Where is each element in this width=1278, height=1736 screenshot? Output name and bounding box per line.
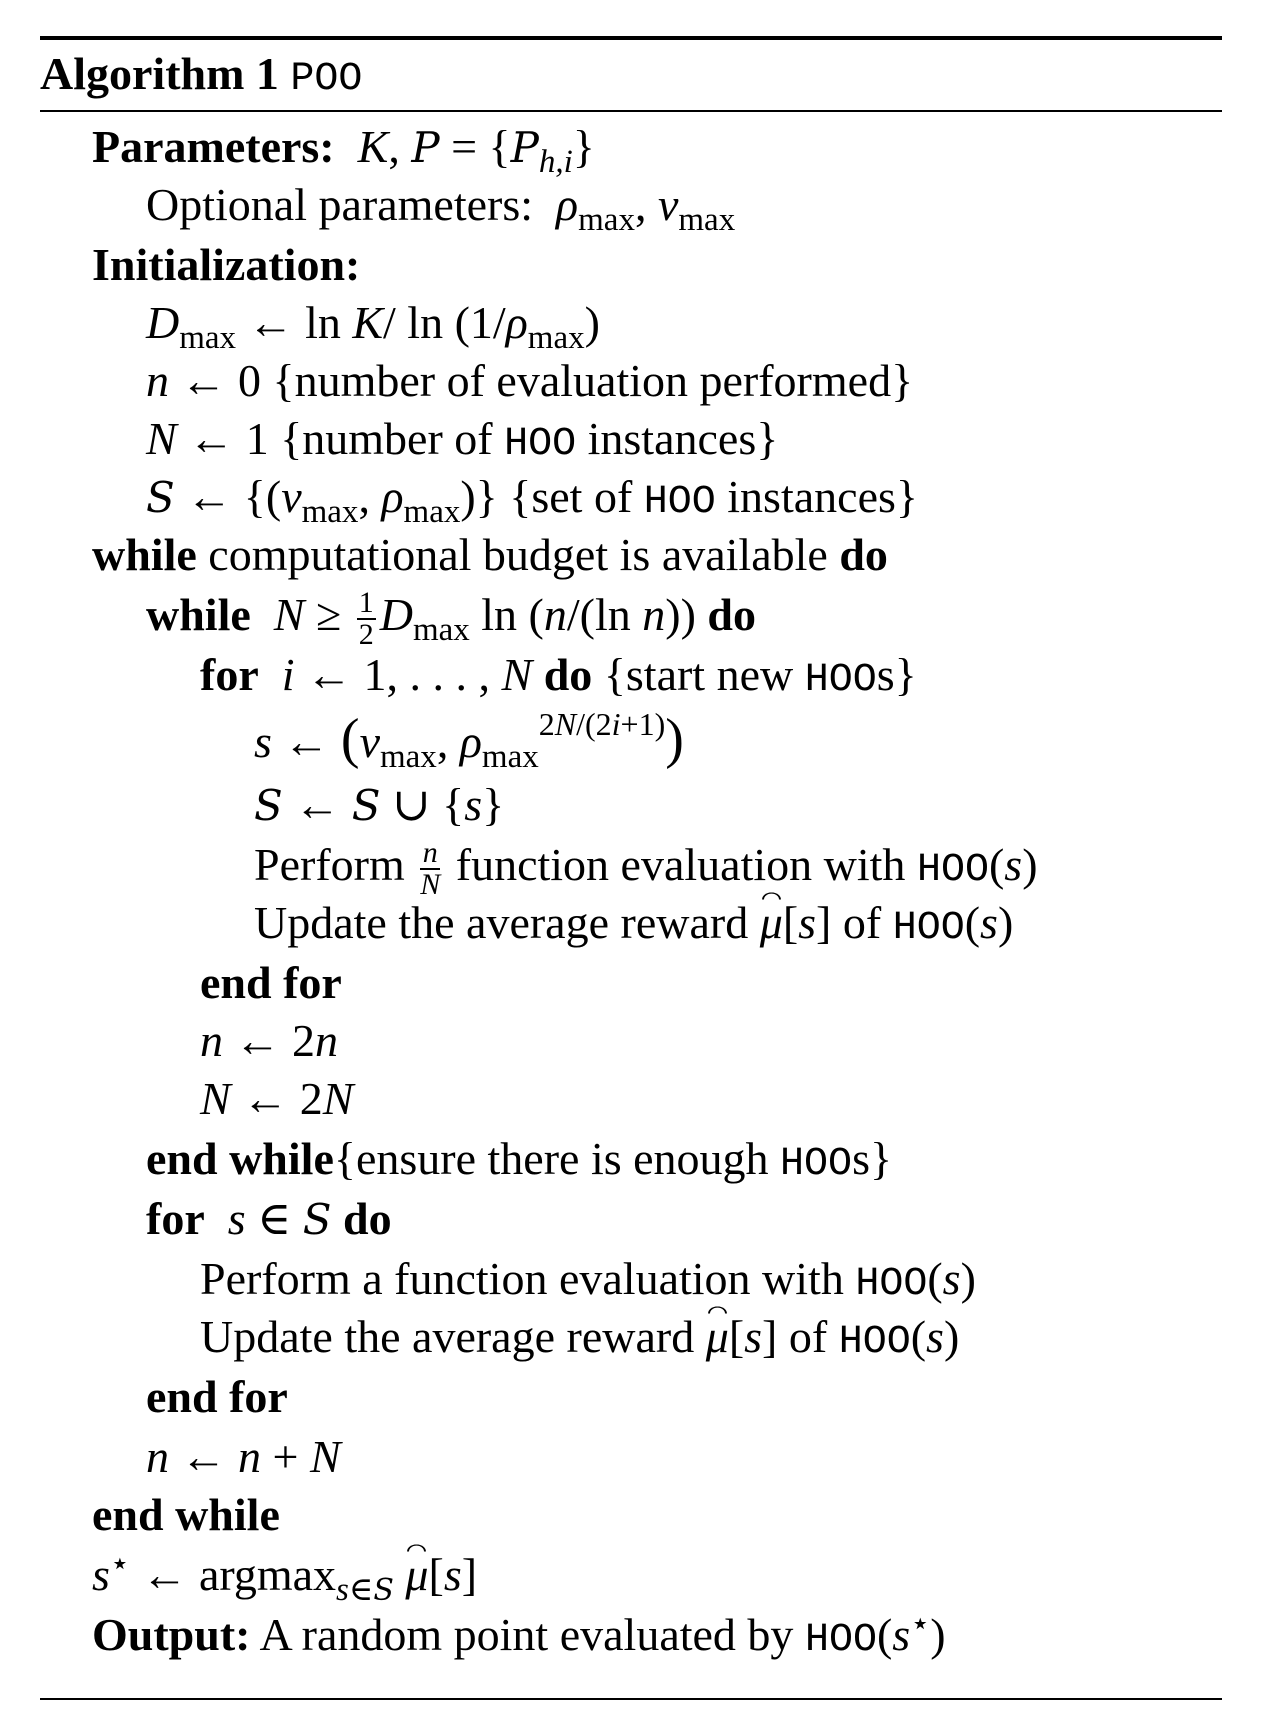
line-end-while-outer: end while	[92, 1489, 280, 1540]
kw-initialization: Initialization:	[92, 239, 361, 290]
line-S-union: S ← S ∪ {s}	[254, 779, 505, 830]
line-S-init: S ← {($\nu_{max}$, $\rho_{max}$)} {set of HOO instances}	[146, 471, 918, 530]
line-update-reward-outer: Update the average reward μ[s] of HOO(s)	[200, 1308, 959, 1366]
line-n-double: n ← 2n	[200, 1015, 338, 1066]
line-initialization	[92, 236, 360, 294]
line-end-while-inner: end while{ensure there is enough HOOs}	[146, 1133, 893, 1187]
comment-number-of-evaluation: {number of evaluation performed}	[272, 355, 914, 406]
line-for-i: for i ← 1, . . . , N do {start new HOOs}	[200, 649, 917, 703]
line-n-increment: n ← n + N	[146, 1431, 341, 1482]
algorithm-title	[40, 40, 363, 102]
line-N-init: N ← 1 {number of HOO instances}	[146, 413, 779, 467]
line-s-assign: s ← ($\nu_{max}$, $\rho_{max}^{2N/(2i+1)}$)	[254, 706, 684, 775]
line-for-s: for s ∈ S do	[146, 1193, 392, 1244]
line-output: Output: A random point evaluated by HOO(s⋆)	[92, 1605, 946, 1663]
line-optional-parameters: Optional parameters: $\rho_{max}$, $\nu_{max}$	[146, 179, 736, 238]
line-argmax: s⋆ ← argmax$_{s\in S}$ μ[s]	[92, 1545, 478, 1608]
optional-parameters-label: Optional parameters:	[146, 179, 534, 230]
line-end-for-outer: end for	[146, 1371, 288, 1422]
line-n-init: n ← 0 {number of evaluation performed}	[146, 355, 914, 406]
line-update-reward-inner: Update the average reward μ[s] of HOO(s)	[254, 894, 1013, 952]
line-while-budget: while computational budget is available do	[92, 529, 888, 580]
line-while-N: while N ≥ $\frac{1}{2}$ $D_{max}$ ln (n/(ln n)) do	[146, 586, 757, 652]
bottom-rule	[40, 1698, 1222, 1700]
kw-parameters: Parameters:	[92, 121, 335, 172]
line-parameters: Parameters: K, $P = \{P_{h,i}\}$	[92, 121, 595, 180]
line-perform-fraction: Perform $\frac{n}{N}$ function evaluation with HOO(s)	[254, 836, 1038, 902]
header-rule	[40, 110, 1222, 112]
line-end-for-inner: end for	[200, 957, 342, 1008]
line-N-double: N ← 2N	[200, 1073, 354, 1124]
algorithm-label: Algorithm 1	[40, 48, 279, 99]
algorithm-name: POO	[290, 57, 363, 102]
line-dmax: $D_{max}$ ← ln K/ $\ln (1/\rho_{max})$	[146, 297, 600, 356]
line-perform-single: Perform a function evaluation with HOO(s)	[200, 1253, 976, 1307]
